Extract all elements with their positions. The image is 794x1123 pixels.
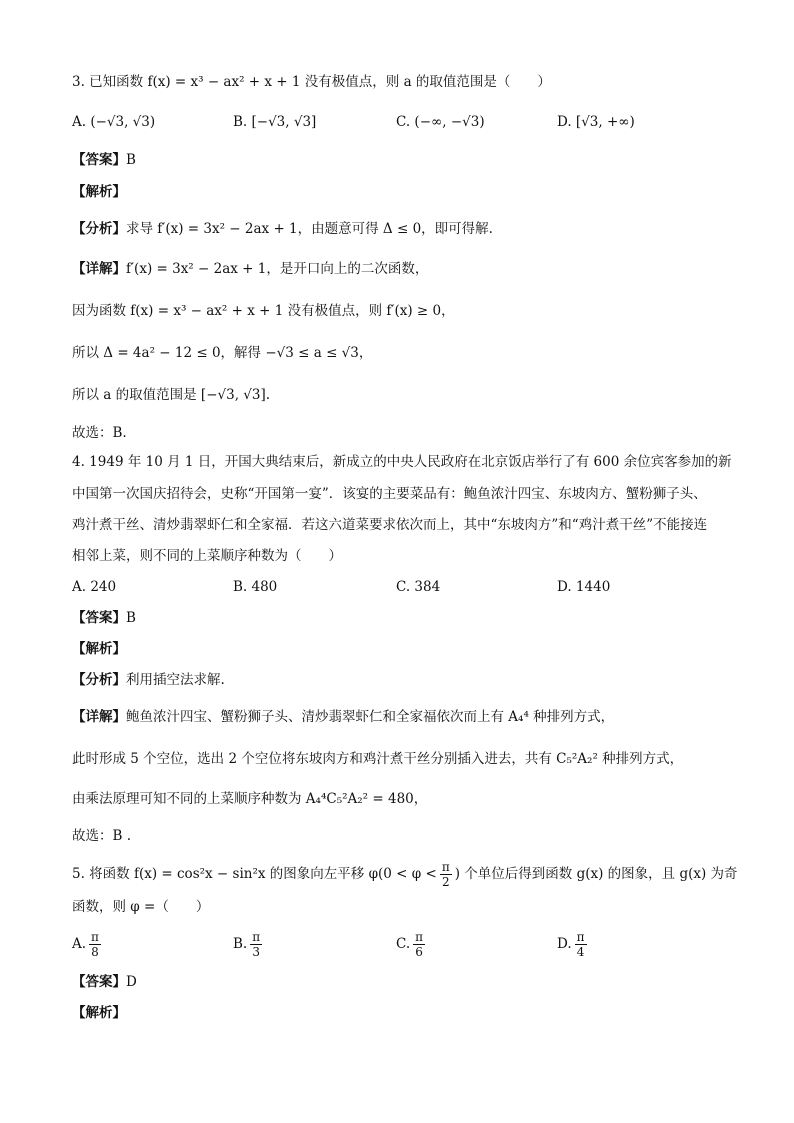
q5-stem-part-b: ) 个单位后得到函数 g(x) 的图象，且 g(x) 为奇 — [454, 866, 738, 882]
fraction-denominator: 6 — [415, 945, 423, 959]
q3-option-b: B. [−√3, √3] — [233, 114, 317, 130]
q5-stem-part-a: 5. 将函数 f(x) = cos²x − sin²x 的图象向左平移 φ(0 < φ < — [72, 866, 437, 882]
q4-stem-line-3: 鸡汁煮干丝、清炒翡翠虾仁和全家福．若这六道菜要求依次而上，其中“东坡肉方”和“鸡汁煮干丝”不能接连 — [72, 517, 708, 533]
q4-stem-line-1: 4. 1949 年 10 月 1 日，开国大典结束后，新成立的中央人民政府在北京饭店举行了有 600 余位宾客参加的新 — [72, 454, 732, 470]
q4-stem-line-2: 中国第一次国庆招待会，史称“开国第一宴”．该宴的主要菜品有：鲍鱼浓汁四宝、东坡肉方、蟹粉狮子头、 — [72, 486, 707, 502]
q5-fraction — [440, 860, 452, 889]
q5-analysis-heading — [72, 1003, 126, 1023]
q5-option-c — [396, 930, 428, 959]
fraction-denominator: 2 — [441, 875, 450, 889]
q4-option-d: D. 1440 — [557, 579, 611, 595]
q4-stem-line-4: 相邻上菜，则不同的上菜顺序种数为（ ） — [72, 548, 342, 564]
option-fraction — [89, 930, 101, 959]
q5-answer-line — [72, 972, 137, 992]
fraction-numerator: π — [415, 930, 424, 944]
answer-tag: 【答案】 — [72, 974, 126, 990]
q4-option-b: B. 480 — [233, 579, 278, 595]
detail-text: 鲍鱼浓汁四宝、蟹粉狮子头、清炒翡翠虾仁和全家福依次而上有 A₄⁴ 种排列方式， — [126, 709, 615, 725]
q4-detail-line-2: 此时形成 5 个空位，选出 2 个空位将东坡肉方和鸡汁煮干丝分别插入进去，共有 C₅²A₂² 种排列方式， — [72, 751, 684, 767]
analysis-tag: 【解析】 — [72, 641, 126, 657]
q5-stem-line-1 — [72, 860, 738, 889]
detail-text: f′(x) = 3x² − 2ax + 1，是开口向上的二次函数， — [126, 261, 429, 277]
fraction-numerator: π — [441, 860, 450, 874]
q3-option-c: C. (−∞, −√3) — [396, 114, 485, 130]
q4-option-c: C. 384 — [396, 579, 441, 595]
fraction-numerator: π — [91, 930, 99, 944]
option-fraction — [250, 930, 262, 959]
fenxi-tag: 【分析】 — [72, 672, 126, 688]
fraction-denominator: 8 — [91, 945, 99, 959]
answer-value: B — [126, 152, 136, 168]
q4-analysis-heading — [72, 639, 126, 659]
fraction-denominator: 4 — [576, 945, 585, 959]
q4-option-a: A. 240 — [72, 579, 117, 595]
q3-answer-line — [72, 150, 136, 170]
q3-option-a: A. (−√3, √3) — [72, 114, 156, 130]
option-label: D. — [557, 936, 572, 952]
answer-tag: 【答案】 — [72, 152, 126, 168]
fenxi-text: 求导 f′(x) = 3x² − 2ax + 1，由题意可得 Δ ≤ 0，即可得解. — [126, 221, 493, 237]
q3-detail-line-2: 因为函数 f(x) = x³ − ax² + x + 1 没有极值点，则 f′(x) ≥ 0， — [72, 303, 455, 319]
q3-conclusion: 故选：B. — [72, 425, 127, 441]
q3-detail-line-1 — [72, 259, 428, 279]
detail-tag: 【详解】 — [72, 261, 126, 277]
q4-detail-line-3: 由乘法原理可知不同的上菜顺序种数为 A₄⁴C₅²A₂² = 480， — [72, 791, 428, 807]
q3-detail-line-3: 所以 Δ = 4a² − 12 ≤ 0，解得 −√3 ≤ a ≤ √3， — [72, 345, 373, 361]
fraction-numerator: π — [576, 930, 585, 944]
q5-option-d — [557, 930, 590, 959]
q4-answer-line — [72, 608, 136, 628]
fenxi-text: 利用插空法求解. — [126, 672, 225, 688]
fraction-numerator: π — [252, 930, 261, 944]
q3-detail-line-4: 所以 a 的取值范围是 [−√3, √3]. — [72, 387, 271, 403]
option-fraction — [413, 930, 425, 959]
option-label: C. — [396, 936, 411, 952]
option-fraction — [575, 930, 587, 959]
answer-tag: 【答案】 — [72, 610, 126, 626]
q4-fenxi-line — [72, 670, 225, 690]
fenxi-tag: 【分析】 — [72, 221, 126, 237]
option-label: B. — [233, 936, 248, 952]
q5-option-b — [233, 930, 265, 959]
q4-conclusion: 故选：B . — [72, 828, 132, 844]
answer-value: B — [126, 610, 136, 626]
answer-value: D — [126, 974, 137, 990]
q5-option-a — [72, 930, 104, 959]
detail-tag: 【详解】 — [72, 709, 126, 725]
option-label: A. — [72, 936, 87, 952]
q4-detail-line-1 — [72, 707, 614, 727]
q3-analysis-heading — [72, 182, 126, 202]
q5-stem-line-2: 函数，则 φ =（ ） — [72, 899, 210, 915]
q3-fenxi-line — [72, 219, 493, 239]
q3-option-d: D. [√3, +∞) — [557, 114, 635, 130]
analysis-tag: 【解析】 — [72, 1005, 126, 1021]
fraction-denominator: 3 — [252, 945, 260, 959]
q3-stem: 3. 已知函数 f(x) = x³ − ax² + x + 1 没有极值点，则 a 的取值范围是（ ） — [72, 74, 551, 90]
analysis-tag: 【解析】 — [72, 184, 126, 200]
